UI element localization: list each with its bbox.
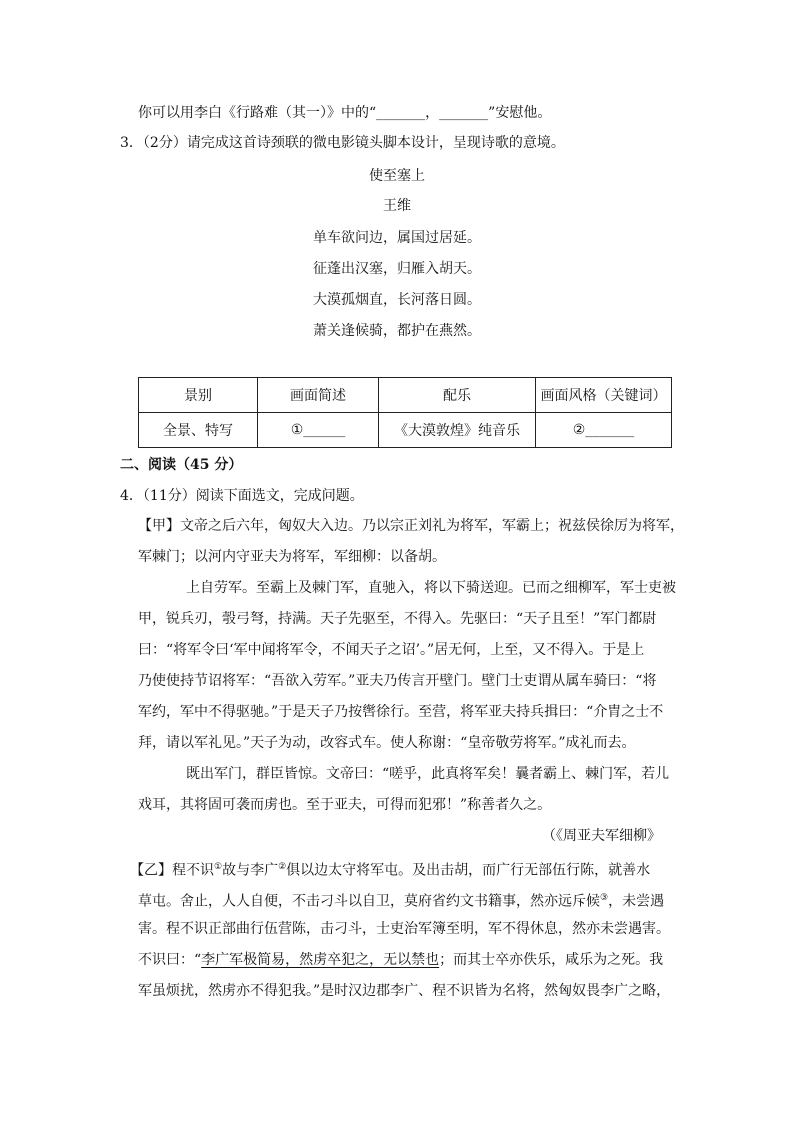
source-citation: （《周亚夫军细柳》	[542, 828, 661, 844]
poem-line: 征蓬出汉塞，归雁入胡天。	[313, 261, 481, 277]
text-line: 你可以用李白《行路难（其一）》中的“_______，_______”安慰他。	[138, 105, 552, 121]
table-cell-blank[interactable]: ①______	[258, 413, 379, 448]
question-4: 4．（11分）阅读下面选文，完成问题。	[120, 488, 364, 504]
footnote-marker: ②	[278, 862, 287, 872]
passage-line: 既出军门，群臣皆惊。文帝曰：“嗟乎，此真将军矣！曩者霸上、棘门军，若儿	[186, 766, 670, 782]
passage-text: ，未尝遇	[608, 893, 665, 910]
passage-line: 上自劳军。至霸上及棘门军，直驰入，将以下骑送迎。已而之细柳军，军士吏被	[186, 580, 676, 596]
table-cell-blank[interactable]: ②_______	[536, 413, 672, 448]
footnote-marker: ①	[214, 862, 223, 872]
table-header: 画面风格（关键词）	[536, 378, 672, 413]
passage-line: 【甲】文帝之后六年，匈奴大入边。乃以宗正刘礼为将军，军霸上；祝兹侯徐厉为将军，	[138, 518, 684, 534]
storyboard-table	[138, 377, 672, 448]
poem-line: 萧关逢候骑，都护在燕然。	[313, 323, 481, 339]
underlined-sentence: 李广军极简易，然虏卒犯之，无以禁也	[201, 952, 440, 968]
table-header-row	[139, 378, 672, 413]
poem-line: 单车欲问边，属国过居延。	[313, 230, 481, 246]
passage-line	[130, 857, 650, 881]
passage-text: 故与李广	[222, 862, 279, 879]
poem-title: 使至塞上	[369, 168, 425, 184]
passage-text: ；而其士卒亦佚乐，咸乐为之死。我	[439, 952, 664, 968]
passage-line	[138, 950, 663, 970]
table-cell: 《大漠敦煌》纯音乐	[379, 413, 536, 448]
passage-line: 军约，军中不得驱驰。”于是天子乃按辔徐行。至营，将军亚夫持兵揖曰：“介胄之士不	[138, 704, 664, 720]
passage-text: 俱以边太守将军屯。及出击胡，而广行无部伍行陈，就善水	[286, 862, 651, 879]
passage-text: 草屯。舍止，人人自便，不击刁斗以自卫，莫府省约文书籍事，然亦远斥候	[138, 893, 600, 910]
passage-line: 军虽烦扰，然虏亦不得犯我。”是时汉边郡李广、程不识皆为名将，然匈奴畏李广之略，	[138, 983, 671, 999]
passage-text: 【乙】程不识	[130, 862, 214, 879]
passage-line: 乃使使持节诏将军：“吾欲入劳军。”亚夫乃传言开壁门。壁门士吏谓从属车骑曰：“将	[138, 673, 657, 689]
table-cell: 全景、特写	[139, 413, 258, 448]
poem-line: 大漠孤烟直，长河落日圆。	[313, 292, 481, 308]
table-header: 画面简述	[258, 378, 379, 413]
poem-author: 王维	[383, 198, 411, 214]
passage-line: 曰：“将军令曰‘军中闻将军令，不闻天子之诏’。”居无何，上至，又不得入。于是上	[138, 642, 645, 658]
passage-line: 甲，锐兵刃，彀弓弩，持满。天子先驱至，不得入。先驱曰：“天子且至！”军门都尉	[138, 611, 657, 627]
question-3: 3．（2分）请完成这首诗颈联的微电影镜头脚本设计，呈现诗歌的意境。	[120, 135, 565, 151]
table-row	[139, 413, 672, 448]
passage-line: 拜，请以军礼见。”天子为动，改容式车。使人称谢：“皇帝敬劳将军。”成礼而去。	[138, 735, 636, 751]
passage-line: 戏耳，其将固可袭而虏也。至于亚夫，可得而犯邪！”称善者久之。	[138, 797, 552, 813]
table-header: 配乐	[379, 378, 536, 413]
passage-line	[138, 888, 664, 912]
section-heading: 二、阅读（45 分）	[120, 457, 243, 473]
table-header: 景别	[139, 378, 258, 413]
footnote-marker: ③	[600, 893, 609, 903]
passage-line: 军棘门；以河内守亚夫为将军，军细柳：以备胡。	[138, 549, 446, 565]
passage-line: 害。程不识正部曲行伍营陈，击刁斗，士吏治军簿至明，军不得休息，然亦未尝遇害。	[138, 921, 670, 937]
passage-text: 不识曰：“	[138, 952, 202, 968]
